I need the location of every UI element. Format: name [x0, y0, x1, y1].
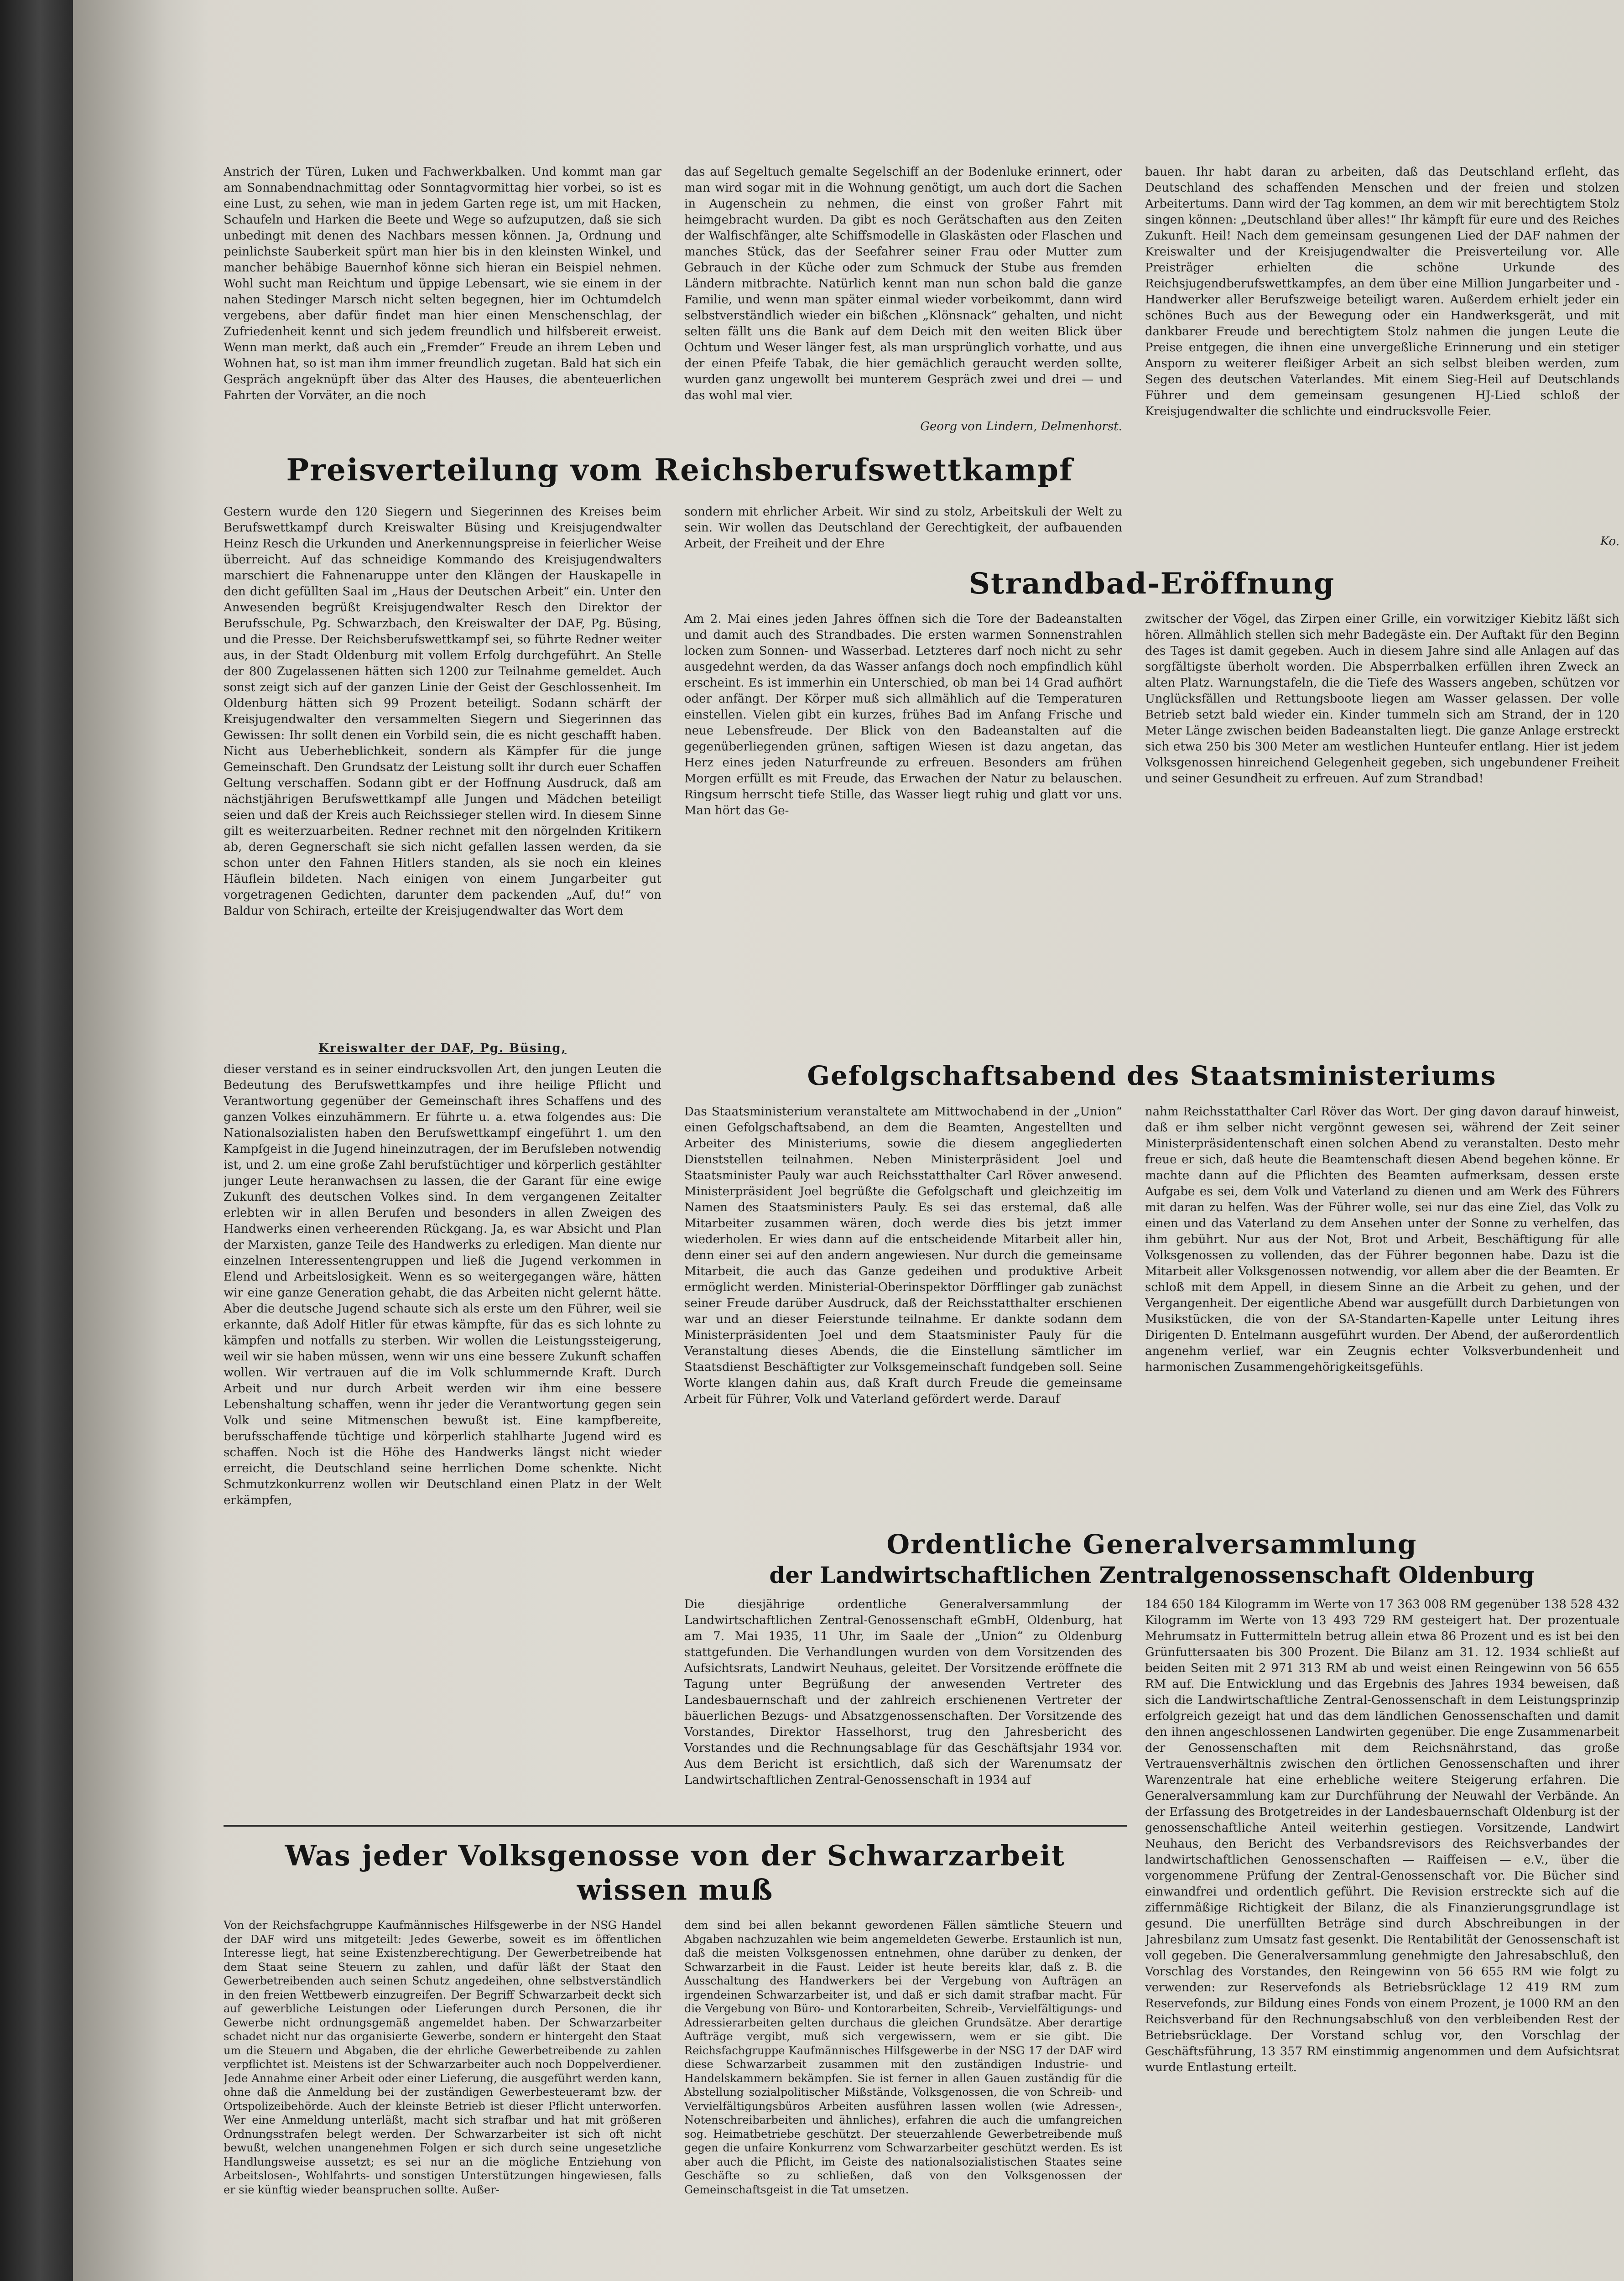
gutter-shadow	[73, 0, 210, 2281]
preis-article-col3	[1145, 164, 1619, 557]
schwarzarbeit-col2: dem sind bei allen bekannt gewordenen Fällen sämtliche Steuern und Abgaben nachzuzahlen wie beim angemeldeten Gewerbe. Erstaunlich ist nun, daß die meisten Volksgenossen entnehmen, ohne darüber zu denken, der Schwarzarbeit in die Faust. Leider ist heute bereits klar, daß z. B. die Ausschaltung des Handwerkers bei der Vergebung von Aufträgen an irgendeinen Schwarzarbeiter ist, und daß er sich damit strafbar macht. Für die Vergebung von Büro- und Kontorarbeiten, Schreib-, Vervielfältigungs- und Adressierarbeiten gelten durchaus die gleichen Grundsätze. Aber derartige Aufträge vergibt, muß sich vergewissern, wem er sie gibt. Die Reichsfachgruppe Kaufmännisches Hilfsgewerbe in der NSG 17 der DAF wird diese Schwarzarbeit zusammen mit den zuständigen Industrie- und Handelskammern bekämpfen. Sie ist ferner in allen Gauen zuständig für die Abstellung sozialpolitischer Mißstände, Volksgenossen, die von Schreib- und Vervielfältigungsbüros Arbeiten ausführen lassen wollen (wie Adressen-, Notenschreibarbeiten und ähnliches), erfahren die auch die umfangreichen sog. Heimatbetriebe geschützt. Der steuerzahlende Gewerbetreibende muß gegen die unfaire Konkurrenz vom Schwarzarbeiter geschützt werden. Es ist aber auch die Pflicht, im Geiste des nationalsozialistischen Staates seine Geschäfte so zu schließen, daß von den Volksgenossen der Gemeinschaftsgeist in die Tat umsetzen.	[684, 1919, 1122, 2196]
strandbad-col2: Am 2. Mai eines jeden Jahres öffnen sich die Tore der Badeanstalten und damit auch des Strandbades. Die ersten warmen Sonnenstrahlen locken zum Sonnen- und Wasserbad. Letzteres darf noch nicht zu sehr ausgedehnt werden, da das Wasser anfangs doch noch empfindlich kühl erscheint. Es ist immerhin ein Unterschied, ob man bei 14 Grad aufhört oder anfängt. Der Körper muß sich allmählich auf die Temperaturen einstellen. Vielen gibt ein kurzes, frühes Bad im Anfang Frische und neue Lebensfreude. Der Blick von den Badeanstalten auf die gegenüberliegenden grünen, saftigen Wiesen ist dazu angetan, das Herz eines jeden Naturfreunde zu erfreuen. Besonders am frühen Morgen erfüllt es mit Freude, das Erwachen der Natur zu belauschen. Ringsum herrscht tiefe Stille, das Wasser liegt ruhig und glatt vor uns. Man hört das Ge-	[684, 612, 1122, 818]
preis-article-text: Gestern wurde den 120 Siegern und Siegerinnen des Kreises beim Berufswettkampf durch Kreiswalter Büsing und Kreisjugendwalter Heinz Resch die Urkunden und Anerkennungspreise in feierlicher Weise überreicht. Auf das schneidige Kommando des Kreisjugendwalters marschiert die Fahnenaruppe unter den Klängen der Hauskapelle in den dicht gefüllten Saal im „Haus der Deutschen Arbeit“ ein. Unter den Anwesenden begrüßt Kreisjugendwalter Resch den Direktor der Berufsschule, Pg. Schwarzbach, den Kreiswalter der DAF, Pg. Büsing, und die Presse. Der Reichsberufswettkampf sei, so führte Redner weiter aus, in der Stadt Oldenburg mit vollem Erfolg durchgeführt. An Stelle der 800 Zugelassenen hätten sich 1200 zur Teilnahme gemeldet. Auch sonst zeigt sich auf der ganzen Linie der Geist der Geschlossenheit. Im Oldenburg hätten sich 99 Prozent beteiligt. Sodann schärft der Kreisjugendwalter den versammelten Siegern und Siegerinnen das Gewissen: Ihr sollt denen ein Vorbild sein, die es nicht geschafft haben. Nicht aus Ueberheblichkeit, sondern als Kämpfer für die junge Gemeinschaft. Den Grundsatz der Leistung sollt ihr durch euer Schaffen Geltung verschaffen. Sodann gibt er der Hoffnung Ausdruck, daß am nächstjährigen Berufswettkampf alle Jungen und Mädchen beteiligt seien und daß der Kreis auch Reichssieger stellen wird. In diesem Sinne gilt es weiterzuarbeiten. Redner rechnet mit den nörgelnden Kritikern ab, deren Gegnerschaft sie sich nicht gefallen lassen werden, da sie schon unter den Fahnen Hitlers standen, als sie noch ein kleines Häuflein bildeten. Nach einigen von einem Jungarbeiter gut vorgetragenen Gedichten, darunter dem packenden „Auf, du!“ von Baldur von Schirach, erteilte der Kreisjugendwalter das Wort dem	[224, 505, 661, 918]
book-binding	[0, 0, 73, 2281]
preis-article-col3-text: bauen. Ihr habt daran zu arbeiten, daß das Deutschland erfleht, das Deutschland des schaffenden Menschen und der freien und stolzen Arbeitertums. Dann wird der Tag kommen, an dem wir mit berechtigtem Stolz singen können: „Deutschland über alles!“ Ihr kämpft für eure und des Reiches Zukunft. Heil! Nach dem gemeinsam gesungenen Lied der DAF nahmen der Kreiswalter und der Kreisjugendwalter die Preisverteilung vor. Alle Preisträger erhielten die schöne Urkunde des Reichsjugendberufswettkampfes, an dem über eine Million Jungarbeiter und -Handwerker aller Berufszweige beteiligt waren. Außerdem erhielt jeder ein schönes Buch aus der Bewegung oder ein Handwerksgerät, und mit dankbarer Freude und berechtigtem Stolz nahmen die jungen Leute die Preise entgegen, die ihnen eine unvergeßliche Erinnerung und ein stetiger Ansporn zu weiterer fleißiger Arbeit an sich selbst bleiben werden, zum Segen des deutschen Vaterlandes. Mit einem Sieg-Heil auf Deutschlands Führer und dem gemeinsam gesungenen HJ-Lied schloß der Kreisjugendwalter die schlichte und eindrucksvolle Feier.	[1145, 165, 1619, 418]
generalversammlung-col2: Die diesjährige ordentliche Generalversammlung der Landwirtschaftlichen Zentral-Genossenschaft eGmbH, Oldenburg, hat am 7. Mai 1935, 11 Uhr, im Saale der „Union“ zu Oldenburg stattgefunden. Die Verhandlungen wurden von dem Vorsitzenden des Aufsichtsrats, Landwirt Neuhaus, geleitet. Der Vorsitzende eröffnete die Tagung unter Begrüßung der anwesenden Vertreter des Landesbauernschaft und der zahlreich erschienenen Vertreter der bäuerlichen Bezugs- und Absatzgenossenschaften. Der Vorsitzende des Vorstandes, Direktor Hasselhorst, trug den Jahresbericht des Vorstandes und die Rechnungsablage für das Geschäftsjahr 1934 vor. Aus dem Bericht ist ersichtlich, daß sich der Warenumsatz der Landwirtschaftlichen Zentral-Genossenschaft in 1934 auf	[684, 1598, 1122, 1787]
gefolgschaft-col3: nahm Reichsstatthalter Carl Röver das Wort. Der ging davon darauf hinweist, daß er ihm selber nicht vergönnt gewesen sei, während der Zeit seiner Ministerpräsidentenschaft einen solchen Abend zu veranstalten. Desto mehr freue er sich, daß heute die Beamtenschaft diesen Abend begehen könne. Er machte dann auf die Pflichten des Beamten aufmerksam, dessen erste Aufgabe es sei, dem Volk und Vaterland zu dienen und am Werk des Führers mit daran zu helfen. Was der Führer wolle, sei nur das eine Ziel, das Volk zu einen und das Vaterland zu dem Ansehen unter der Sonne zu verhelfen, das ihm gebührt. Nur aus der Not, Brot und Arbeit, Beschäftigung für alle Volksgenossen zu vollenden, das der Führer begonnen habe. Dazu ist die Mitarbeit aller Volksgenossen notwendig, vor allem aber die der Beamten. Er schloß mit dem Appell, in diesem Sinne an die Arbeit zu gehen, und der Vergangenheit. Der eigentliche Abend war ausgefüllt durch Darbietungen von Musikstücken, die von der SA-Standarten-Kapelle unter Leitung ihres Dirigenten D. Entelmann ausgeführt wurden. Der Abend, der außerordentlich angenehm verlief, war ein Zeugnis echter Volksverbundenheit und harmonischen Zusammengehörigkeitsgefühls.	[1145, 1105, 1619, 1374]
preis-article-text-cont: dieser verstand es in seiner eindrucksvollen Art, den jungen Leuten die Bedeutung des Berufswettkampfes und ihre heilige Pflicht und Verantwortung gegenüber der Gemeinschaft ihres Schaffens und des ganzen Volkes einzuhämmern. Er führte u. a. etwa folgendes aus: Die Nationalsozialisten haben den Berufswettkampf eingeführt 1. um den Kampfgeist in die Jugend hineinzutragen, der im Berufsleben notwendig ist, und 2. um eine große Zahl berufstüchtiger und körperlich gestählter junger Leute heranwachsen zu lassen, die der Garant für eine ewige Zukunft des deutschen Volkes sind. In dem vergangenen Zeitalter erlebten wir in allen Berufen und besonders in allen Zweigen des Handwerks einen verheerenden Rückgang. Ja, es war Absicht und Plan der Marxisten, ganze Teile des Handwerks zu erledigen. Man diente nur einzelnen Interessentengruppen und ließ die Jugend verkommen in Elend und Arbeitslosigkeit. Wenn es so weitergegangen wäre, hätten wir eine ganze Generation gehabt, die das Arbeiten nicht gelernt hätte. Aber die deutsche Jugend schaute sich als erste um den Führer, weil sie erkannte, daß Adolf Hitler für etwas kämpfte, für das es sich lohnte zu kämpfen und notfalls zu sterben. Wir wollen die Leistungssteigerung, weil wir sie haben müssen, wenn wir uns eine bessere Zukunft schaffen wollen. Wir vertrauen auf die im Volk schlummernde Kraft. Durch Arbeit und nur durch Arbeit werden wir ihm eine bessere Lebenshaltung schaffen, wenn ihr jeder die Verantwortung gegen sein Volk und seine Mitmenschen bewußt ist. Eine kampfbereite, berufsschaffende tüchtige und körperlich stahlharte Jugend wird es schaffen. Noch ist die Höhe des Handwerks längst nicht wieder erreicht, die Deutschland seine herrlichen Dome schenkte. Nicht Schmutzkonkurrenz wollen wir Deutschland einen Platz in der Welt erkämpfen,	[224, 1062, 661, 1507]
headline-generalversammlung: Ordentliche Generalversammlung	[886, 1529, 1417, 1560]
strandbad-col3: zwitscher der Vögel, das Zirpen einer Grille, ein vorwitziger Kiebitz läßt sich hören. Allmählich stellen sich mehr Badegäste ein. Der Auftakt für den Beginn des Tages ist damit gegeben. Auch in diesem Jahre sind alle Anlagen auf das sorgfältigste überholt worden. Die Absperrbalken erfüllen ihren Zweck an alten Platz. Warnungstafeln, die die Tiefe des Wassers angeben, schützen vor Unglücksfällen und Rettungsboote liegen am Wasser gelassen. Der volle Betrieb setzt bald wieder ein. Kinder tummeln sich am Strand, der in 120 Meter Länge zwischen beiden Badeanstalten liegt. Die ganze Anlage erstreckt sich etwa 250 bis 300 Meter am westlichen Hunteufer entlang. Hier ist jedem Volksgenossen hinreichend Gelegenheit gegeben, sich ungebundener Freiheit und seiner Gesundheit zu erfreuen. Auf zum Strandbad!	[1145, 612, 1619, 786]
intro-article-signature: Georg von Lindern, Delmenhorst.	[920, 420, 1122, 433]
intro-article-col1: Anstrich der Türen, Luken und Fachwerkbalken. Und kommt man gar am Sonnabendnachmittag oder Sonntagvormittag hier vorbei, so ist es eine Lust, zu sehen, wie man in jedem Garten rege ist, um mit Hacken, Schaufeln und Harken die Beete und Wege so aufzuputzen, daß sie sich unbedingt mit denen des Nachbars messen können. Ja, Ordnung und peinlichste Sauberkeit spürt man hier bis in den kleinsten Winkel, und mancher behäbige Bauernhof könne sich hieran ein Beispiel nehmen. Wohl sucht man Reichtum und üppige Lebensart, wie sie einem in der nahen Stedinger Marsch nicht selten begegnen, hier im Ochtumdelch vergebens, aber dafür findet man hier einen Menschenschlag, der Zufriedenheit kennt und sich jedem freundlich und hilfsbereit erweist. Wenn man merkt, daß auch ein „Fremder“ Freude an ihrem Leben und Wohnen hat, so ist man ihm immer freundlich zugetan. Bald hat sich ein Gespräch angeknüpft über das Alter des Hauses, die abenteuerlichen Fahrten der Vorväter, an die noch	[224, 165, 661, 402]
section-divider-rule	[224, 1825, 1127, 1827]
gefolgschaft-col2: Das Staatsministerium veranstaltete am Mittwochabend in der „Union“ einen Gefolgschaftsabend, an dem die Beamten, Angestellten und Arbeiter des Ministeriums, sowie die diesem angegliederten Dienststellen teilnahmen. Neben Ministerpräsident Joel und Staatsminister Pauly war auch Reichsstatthalter Carl Röver anwesend. Ministerpräsident Joel begrüßte die Gefolgschaft und gleichzeitig im Namen des Staatsministers Pauly. Es sei das erstemal, daß alle Mitarbeiter zusammen wären, doch werde dies bis jetzt immer wiederholen. Er wies dann auf die entscheidende Mitarbeit aller hin, denn einer sei auf den andern angewiesen. Nur durch die gemeinsame Mitarbeit, die auch das Ganze gedeihen und produktive Arbeit ermöglicht werden. Ministerial-Oberinspektor Dörfflinger gab zunächst seiner Freude darüber Ausdruck, daß der Reichsstatthalter erschienen war und an dieser Feierstunde teilnahme. Er dankte sodann dem Ministerpräsidenten Joel und dem Staatsminister Pauly für die Veranstaltung dieses Abends, die die Einstellung sämtlicher im Staatsdienst Beschäftigter zur Volksgemeinschaft fundgeben soll. Seine Worte klangen dahin aus, daß Kraft durch Freude die gemeinsame Arbeit für Führer, Volk und Vaterland gefördert werde. Darauf	[684, 1105, 1122, 1406]
headline-gefolgschaftsabend: Gefolgschaftsabend des Staatsministeriums	[807, 1060, 1497, 1091]
page-content	[224, 164, 1619, 2281]
preis-article-subhead: Kreiswalter der DAF, Pg. Büsing,	[318, 1042, 567, 1055]
headline-zentralgenossenschaft: der Landwirtschaftlichen Zentralgenossenschaft Oldenburg	[769, 1562, 1535, 1588]
intro-article-col2	[684, 164, 1122, 438]
preis-article-col3-signature: Ko.	[1600, 535, 1619, 548]
headline-strandbad: Strandbad-Eröffnung	[968, 567, 1335, 601]
preis-article-col2: sondern mit ehrlicher Arbeit. Wir sind zu stolz, Arbeitskuli der Welt zu sein. Wir wollen das Deutschland der Gerechtigkeit, der aufbauenden Arbeit, der Freiheit und der Ehre	[684, 505, 1122, 551]
headline-schwarzarbeit-2: wissen muß	[577, 1873, 774, 1906]
preis-article-col1	[224, 504, 661, 1813]
newspaper-page	[73, 0, 1624, 2281]
schwarzarbeit-col1: Von der Reichsfachgruppe Kaufmännisches Hilfsgewerbe in der NSG Handel der DAF wird uns mitgeteilt: Jedes Gewerbe, soweit es im öffentlichen Interesse liegt, hat seine Existenzberechtigung. Der Gewerbetreibende hat dem Staat seine Steuern zu zahlen, und dafür läßt der Staat den Gewerbetreibenden auch seinen Schutz angedeihen, ohne selbstverständlich in den freien Wettbewerb einzugreifen. Der Begriff Schwarzarbeit deckt sich auf gewerbliche Leistungen oder Lieferungen durch Personen, die ihr Gewerbe nicht ordnungsgemäß angemeldet haben. Der Schwarzarbeiter schadet nicht nur das organisierte Gewerbe, sondern er hintergeht den Staat um die Steuern und Abgaben, die der ehrliche Gewerbetreibende zu zahlen verpflichtet ist. Meistens ist der Schwarzarbeiter auch noch Doppelverdiener. Jede Annahme einer Arbeit oder einer Lieferung, die ausgeführt werden kann, ohne daß die Anmeldung bei der zuständigen Gewerbesteueramt bzw. der Ortspolizeibehörde. Auch der kleinste Betrieb ist dieser Pflicht unterworfen. Wer eine Anmeldung unterläßt, macht sich strafbar und hat mit größeren Ordnungsstrafen belegt werden. Der Schwarzarbeiter ist sich oft nicht bewußt, welchen unangenehmen Folgen er sich durch seine ungesetzliche Handlungsweise aussetzt; es sei nur an die mögliche Entziehung von Arbeitslosen-, Wohlfahrts- und sonstigen Unterstützungen hingewiesen, falls er sie künftig wieder beanspruchen sollte. Außer-	[224, 1919, 661, 2196]
headline-schwarzarbeit: Was jeder Volksgenosse von der Schwarzarbeit	[285, 1839, 1066, 1872]
generalversammlung-col3: 184 650 184 Kilogramm im Werte von 17 363 008 RM gegenüber 138 528 432 Kilogramm im Werte von 13 493 729 RM gesteigert hat. Der prozentuale Mehrumsatz in Futtermitteln betrug allein etwa 86 Prozent und es ist bei den Grünfuttersaaten bis 300 Prozent. Die Bilanz am 31. 12. 1934 schließt auf beiden Seiten mit 2 971 313 RM ab und weist einen Reingewinn von 56 655 RM auf. Die Entwicklung und das Ergebnis des Jahres 1934 beweisen, daß sich die Landwirtschaftliche Zentral-Genossenschaft in dem Leistungsprinzip erfolgreich gezeigt hat und das dem ländlichen Genossenschaften und damit den ihnen angeschlossenen Landwirten gegenüber. Die enge Zusammenarbeit der Genossenschaften mit dem Reichsnährstand, das große Vertrauensverhältnis zwischen den örtlichen Genossenschaften und ihrer Warenzentrale hat eine erhebliche weitere Steigerung erfahren. Die Generalversammlung kam zur Durchführung der Neuwahl der Verbände. An der Erfassung des Brotgetreides in der Landesbauernschaft Oldenburg ist der genossenschaftliche Anteil weiterhin gestiegen. Vorsitzende, Landwirt Neuhaus, den Bericht des Verbandsrevisors des Reichsverbandes der landwirtschaftlichen Genossenschaften — Raiffeisen — e.V., über die vorgenommene Prüfung der Zentral-Genossenschaft vor. Die Bücher sind einwandfrei und ordentlich geführt. Die Revision erstreckte sich auf die ziffernmäßige Richtigkeit der Bilanz, die als Finanzierungsgrundlage ist gesund. Die unerfüllten Beträge sind durch Abschreibungen in der Jahresbilanz zum Umsatz fast gesenkt. Die Rentabilität der Genossenschaft ist voll gegeben. Die Generalversammlung genehmigte den Jahresabschluß, den Vorschlag des Vorstandes, den Reingewinn von 56 655 RM wie folgt zu verwenden: zur Reservefonds als Betriebsrücklage 12 419 RM zum Reservefonds, zur Bildung eines Fonds von einem Prozent, je 1000 RM an den Reichsverband für den Rechnungsabschluß von den verbleibenden Rest der Betriebsrücklage. Der Vorstand schlug vor, den Vorschlag der Geschäftsführung, 13 357 RM einstimmig angenommen und dem Aufsichtsrat wurde Entlastung erteilt.	[1145, 1598, 1619, 2074]
headline-preisverteilung: Preisverteilung vom Reichsberufswettkampf	[286, 452, 1073, 488]
intro-article-col2-text: das auf Segeltuch gemalte Segelschiff an der Bodenluke erinnert, oder man wird sogar mit in die Wohnung genötigt, um auch dort die Sachen in Augenschein zu nehmen, die einst von großer Fahrt mit heimgebracht wurden. Da gibt es noch Gerätschaften aus den Zeiten der Walfischfänger, alte Schiffsmodelle in Glaskästen oder Flaschen und manches Stück, das der Seefahrer seiner Frau oder Mutter zum Gebrauch in der Küche oder zum Schmuck der Stube aus fremden Ländern mitbrachte. Natürlich kennt man nun schon bald die ganze Familie, und wenn man später einmal wieder vorbeikommt, dann wird selbstverständlich wieder ein bißchen „Klönsnack“ gehalten, und nicht selten fällt uns die Bank auf dem Deich mit den weiten Blick über Ochtum und Weser länger fest, als man ursprünglich vorhatte, und aus der einen Pfeife Tabak, die hier gemächlich geraucht werden sollte, wurden ganz ungewollt bei munterem Gespräch zwei und drei — und das wohl mal vier.	[684, 165, 1122, 402]
